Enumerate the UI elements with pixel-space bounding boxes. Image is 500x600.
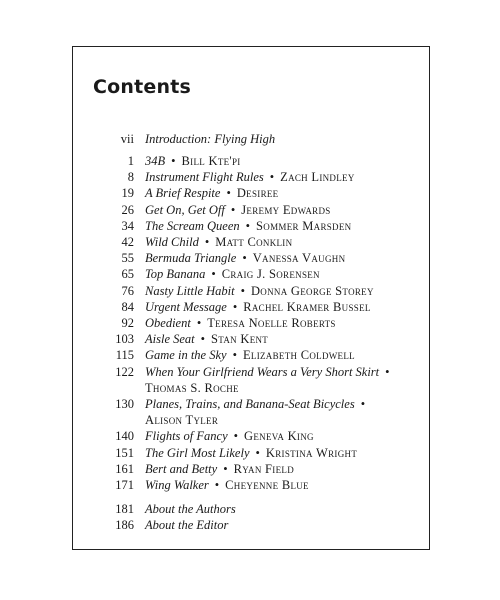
page-number: 140 xyxy=(115,429,134,444)
page-number: 186 xyxy=(115,518,134,533)
story-title: About the Authors xyxy=(145,502,236,517)
bullet-separator: • xyxy=(211,267,216,282)
story-title: The Girl Most Likely xyxy=(145,445,250,460)
page-number: 92 xyxy=(121,316,134,330)
page-number: 26 xyxy=(121,202,134,217)
author-name: Zach Lindley xyxy=(280,170,355,185)
author-name: Jeremy Edwards xyxy=(241,202,331,217)
story-title: Urgent Message xyxy=(145,299,227,314)
bullet-separator: • xyxy=(255,445,260,460)
page-number: 84 xyxy=(121,299,134,314)
author-name: Vanessa Vaughn xyxy=(252,251,346,266)
bullet-separator: • xyxy=(196,316,202,330)
page-number: 115 xyxy=(115,348,134,363)
bullet-separator: • xyxy=(233,429,239,444)
story-title: Obedient xyxy=(145,316,191,330)
author-name: Craig J. Sorensen xyxy=(221,267,320,282)
page-number: 103 xyxy=(115,332,134,347)
bullet-separator: • xyxy=(226,186,231,201)
author-name: Kristina Wright xyxy=(265,445,358,460)
story-title: Instrument Flight Rules xyxy=(145,170,264,185)
story-title: Flights of Fancy xyxy=(145,429,228,444)
bullet-separator: • xyxy=(385,364,390,379)
author-name: Donna George Storey xyxy=(250,283,374,298)
author-name: Bill Kte'pi xyxy=(181,154,241,168)
story-title: Game in the Sky xyxy=(145,348,227,363)
page-number: 19 xyxy=(121,186,134,201)
page-number: 34 xyxy=(121,218,134,233)
bullet-separator: • xyxy=(360,397,366,411)
story-title: Planes, Trains, and Banana-Seat Bicycles xyxy=(145,397,355,411)
author-name: Geneva King xyxy=(244,429,314,444)
page-number: 181 xyxy=(115,502,134,517)
bullet-separator: • xyxy=(204,235,210,249)
author-name: Matt Conklin xyxy=(215,235,293,249)
bullet-separator: • xyxy=(223,461,228,476)
bullet-separator: • xyxy=(200,332,206,347)
story-title: Get On, Get Off xyxy=(145,202,225,217)
author-name: Desiree xyxy=(236,186,279,201)
bullet-separator: • xyxy=(171,154,176,168)
bullet-separator: • xyxy=(242,251,247,266)
page-title: Contents xyxy=(93,76,192,98)
author-name: Sommer Marsden xyxy=(256,218,352,233)
bullet-separator: • xyxy=(269,170,275,185)
page-number: 8 xyxy=(127,170,134,185)
story-title: When Your Girlfriend Wears a Very Short Skirt xyxy=(145,364,380,379)
author-name: Teresa Noelle Roberts xyxy=(207,316,336,330)
story-title: Bermuda Triangle xyxy=(145,251,237,266)
page-number: 130 xyxy=(115,397,134,411)
story-title: 34B xyxy=(145,154,166,168)
story-title: Nasty Little Habit xyxy=(145,283,235,298)
page-number: 76 xyxy=(121,283,134,298)
author-name: Elizabeth Coldwell xyxy=(242,348,355,363)
page-number: 151 xyxy=(115,445,134,460)
bullet-separator: • xyxy=(230,202,236,217)
author-name: Thomas S. Roche xyxy=(145,380,239,395)
page-number: vii xyxy=(120,132,134,146)
story-title: The Scream Queen xyxy=(145,218,240,233)
page-number: 122 xyxy=(115,364,134,379)
page-number: 42 xyxy=(121,235,134,249)
page-number: 171 xyxy=(115,478,134,492)
page-number: 55 xyxy=(121,251,134,266)
story-title: Introduction: Flying High xyxy=(145,132,276,146)
page-number: 161 xyxy=(115,461,134,476)
story-title: A Brief Respite xyxy=(145,186,221,201)
story-title: Wild Child xyxy=(145,235,199,249)
author-name: Alison Tyler xyxy=(145,413,219,428)
author-name: Ryan Field xyxy=(233,461,295,476)
story-title: About the Editor xyxy=(145,518,229,533)
bullet-separator: • xyxy=(214,478,220,492)
story-title: Aisle Seat xyxy=(145,332,195,347)
bullet-separator: • xyxy=(232,299,238,314)
story-title: Bert and Betty xyxy=(145,461,218,476)
author-name: Rachel Kramer Bussel xyxy=(243,299,371,314)
page-number: 65 xyxy=(121,267,134,282)
story-title: Wing Walker xyxy=(145,478,209,492)
bullet-separator: • xyxy=(245,218,251,233)
page-number: 1 xyxy=(127,154,134,168)
bullet-separator: • xyxy=(232,348,237,363)
bullet-separator: • xyxy=(240,283,245,298)
author-name: Cheyenne Blue xyxy=(225,478,309,492)
author-name: Stan Kent xyxy=(211,332,269,347)
story-title: Top Banana xyxy=(145,267,206,282)
